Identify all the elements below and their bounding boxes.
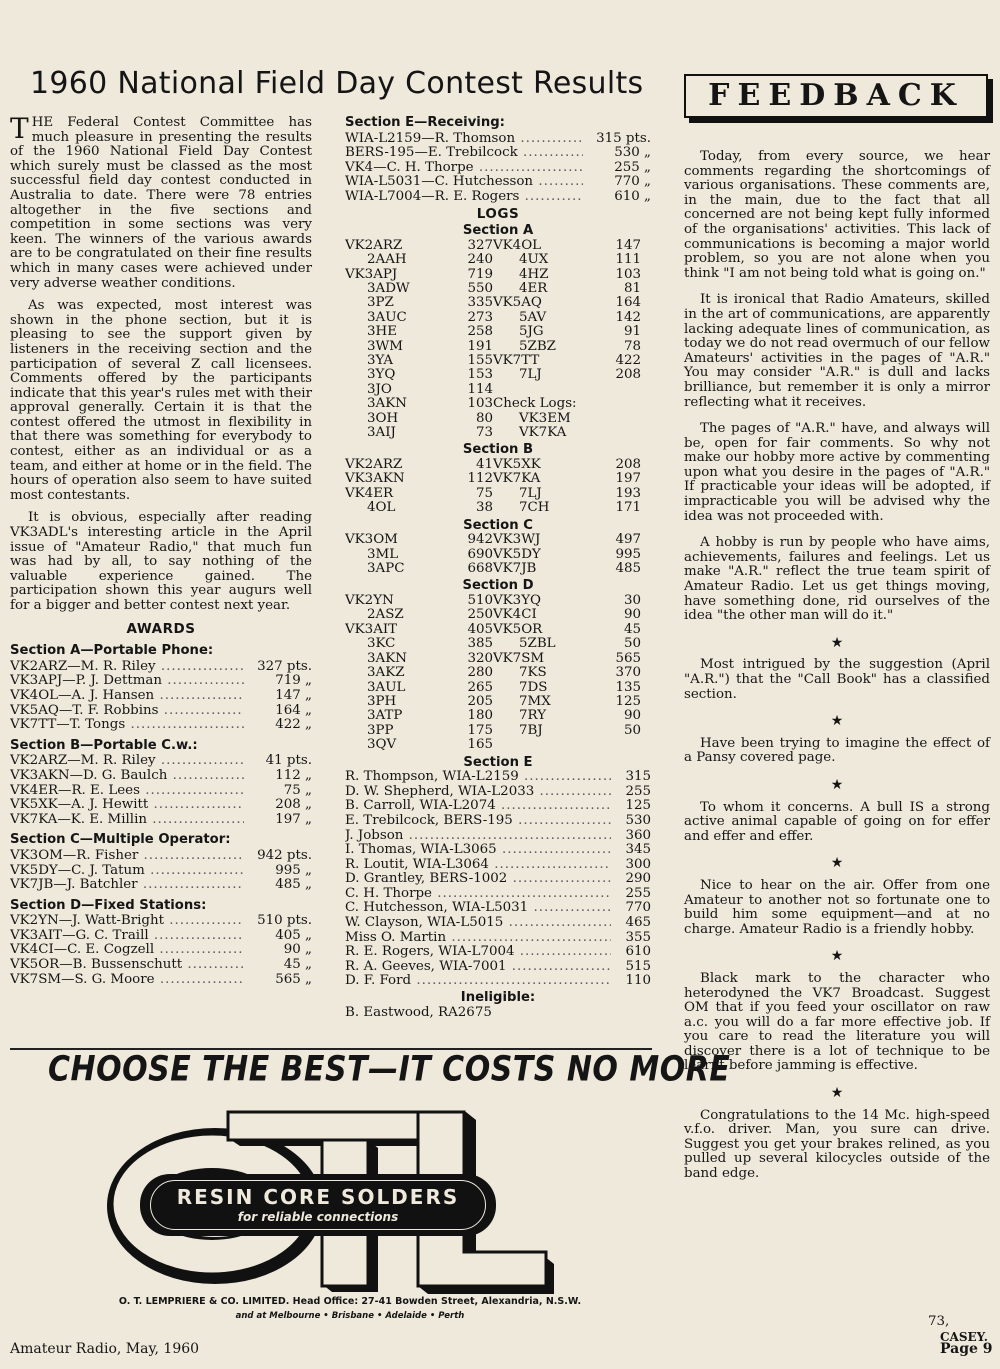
log-score: 197 — [615, 472, 641, 487]
log-callsign: VK4CI — [493, 608, 537, 623]
ad-branches-line: and at Melbourne • Brisbane • Adelaide • Perth — [235, 1311, 465, 1321]
result-row — [345, 858, 651, 873]
ad-headline: CHOOSE THE BEST—IT COSTS NO MORE — [48, 1049, 731, 1090]
star-separator-icon: ★ — [830, 1085, 844, 1102]
result-row — [10, 784, 312, 799]
log-callsign: 4ER — [519, 281, 548, 296]
awards-heading: AWARDS — [126, 620, 196, 637]
result-score: 255 — [625, 783, 651, 799]
log-score: 78 — [623, 339, 641, 354]
log-score: 191 — [467, 339, 493, 354]
result-row — [345, 146, 651, 161]
intro-paragraph-1: THE Federal Contest Committee has much pleasure in presenting the results of the 1960 National Field Day Contest which surely must be classed as the most successful field day contest conducted in Australia to date. There were 78 entries altogether in the five sections and competition in some sections was very keen. The winners of the various awards are to be congratulated on their fine results which in many cases were achieved under very adverse weather conditions. — [10, 112, 312, 291]
result-row — [10, 973, 312, 988]
result-name: VK5OR—B. Bussenschutt ..... — [10, 958, 244, 973]
log-callsign: VK4OL — [493, 238, 542, 253]
star-separator-icon: ★ — [830, 855, 844, 872]
feedback-paragraph: It is ironical that Radio Amateurs, skilled in the art of communications, are apparently lacking adequate lines of communication, as today we do not read overmuch of our fellow Amateurs' activities in the pages of "A.R." You may consider "A.R." is dull and lacks brilliance, but remember it is only a mirror reflecting what it receives. — [684, 292, 990, 410]
result-score: 290 — [625, 871, 651, 887]
log-score: 103 — [615, 267, 641, 282]
log-callsign: 3AIJ — [367, 426, 396, 441]
log-score: 240 — [467, 253, 493, 268]
log-score: 208 — [615, 368, 641, 383]
result-name: E. Trebilcock, BERS-195 ..... — [345, 814, 611, 829]
result-row — [10, 674, 312, 689]
feedback-note: To whom it concerns. A bull IS a strong active animal capable of going on for effer and effer and effer. — [684, 799, 990, 844]
logs-section-a-table — [345, 239, 651, 441]
log-callsign: VK2ARZ — [345, 238, 403, 253]
result-name: VK3APJ—P. J. Dettman ..... — [10, 674, 244, 689]
log-score: 335 — [467, 296, 493, 311]
log-callsign: VK3YQ — [493, 594, 542, 609]
footer-page-number: Page 9 — [940, 1341, 993, 1357]
result-score: 327 pts. — [257, 658, 312, 674]
result-row — [345, 901, 651, 916]
log-score: 208 — [615, 458, 641, 473]
log-score: 370 — [615, 666, 641, 681]
log-score: 193 — [615, 486, 641, 501]
log-score: 125 — [615, 694, 641, 709]
log-score: 690 — [467, 547, 493, 562]
feedback-heading: FEEDBACK — [684, 74, 988, 118]
log-callsign: VK7TT — [493, 354, 540, 368]
log-score: 111 — [615, 253, 641, 268]
star-separator-icon: ★ — [830, 713, 844, 730]
log-score: 153 — [467, 368, 493, 383]
result-row — [10, 718, 312, 733]
result-row — [345, 931, 651, 946]
log-callsign — [493, 738, 611, 752]
result-name: I. Thomas, WIA-L3065 ..... — [345, 843, 611, 858]
log-score: 114 — [467, 382, 493, 397]
result-score: 995 „ — [275, 862, 312, 878]
logs-section-a-title: Section A — [462, 223, 534, 239]
log-callsign: VK7SM — [493, 651, 545, 666]
log-score: 165 — [467, 738, 493, 753]
award-section-title: Section D—Fixed Stations: — [10, 897, 207, 913]
result-score: 405 „ — [275, 927, 312, 943]
result-row — [345, 974, 651, 989]
sign-73: 73, — [928, 1314, 950, 1329]
result-row — [345, 799, 651, 814]
log-score: 497 — [615, 533, 641, 548]
log-callsign: 5ZBL — [519, 637, 556, 652]
log-callsign: 5ZBZ — [519, 339, 556, 354]
log-score: 45 — [623, 622, 641, 637]
result-score: 610 „ — [614, 188, 651, 204]
result-row — [10, 660, 312, 675]
log-callsign: 3AUL — [367, 680, 406, 695]
log-score — [611, 383, 641, 397]
feedback-note: Black mark to the character who heterodyned the VK7 Broadcast. Suggest OM that if you feed your oscillator on raw a.c. you will do a far more effective job. If you care to read the literature you will discover there is a lot of technique to be learnt before jamming is effective. — [684, 970, 990, 1074]
result-row — [345, 132, 651, 147]
result-score: 485 „ — [275, 877, 312, 893]
log-score: 155 — [467, 354, 493, 368]
log-callsign: VK3AIT — [345, 622, 398, 637]
result-name: VK3OM—R. Fisher ..... — [10, 849, 244, 864]
result-name: VK3AKN—D. G. Baulch ..... — [10, 769, 244, 784]
result-name: VK7KA—K. E. Millin ..... — [10, 813, 244, 828]
result-name: Miss O. Martin ..... — [345, 931, 611, 946]
left-column — [10, 112, 312, 987]
result-name: D. Grantley, BERS-1002 ..... — [345, 872, 611, 887]
log-callsign: 4UX — [519, 253, 549, 268]
result-row — [10, 914, 312, 929]
feedback-column — [684, 150, 990, 1194]
ad-tagline: for reliable connections — [237, 1210, 399, 1224]
result-score: 147 „ — [275, 687, 312, 703]
log-callsign: 2AAH — [367, 253, 407, 268]
log-callsign: 7MX — [519, 694, 551, 709]
result-name: C. Hutchesson, WIA-L5031 ..... — [345, 901, 611, 916]
result-score: 422 „ — [275, 717, 312, 733]
log-score — [611, 426, 641, 440]
star-separator-icon: ★ — [830, 776, 844, 793]
log-callsign — [493, 383, 611, 397]
log-score: 942 — [467, 533, 493, 548]
award-section-title: Section C—Multiple Operator: — [10, 832, 231, 848]
result-name: J. Jobson ..... — [345, 829, 611, 844]
log-score: 90 — [623, 608, 641, 623]
log-callsign: VK5XK — [493, 458, 541, 473]
log-callsign: Check Logs: — [493, 397, 577, 412]
log-score: 385 — [467, 637, 493, 652]
log-score: 280 — [467, 666, 493, 681]
log-callsign: VK7KA — [493, 472, 541, 487]
result-name: VK2ARZ—M. R. Riley ..... — [10, 660, 244, 675]
result-row — [10, 849, 312, 864]
log-score: 719 — [467, 267, 493, 282]
result-score: 164 „ — [275, 702, 312, 718]
article-title: 1960 National Field Day Contest Results — [30, 66, 644, 101]
awards-list — [10, 644, 312, 987]
log-callsign: VK5DY — [493, 547, 541, 562]
logs-section-c-title: Section C — [463, 517, 533, 533]
result-score: 110 — [625, 973, 651, 989]
result-name: R. E. Rogers, WIA-L7004 ..... — [345, 945, 611, 960]
feedback-note: Nice to hear on the air. Offer from one Amateur to another not so fortunate one to build him some equipment—and at no charge. Amateur Radio is a friendly hobby. — [684, 877, 990, 937]
log-score: 250 — [467, 608, 493, 623]
result-row — [345, 887, 651, 902]
log-callsign: 4HZ — [519, 267, 549, 282]
result-name: C. H. Thorpe ..... — [345, 887, 611, 902]
result-row — [10, 689, 312, 704]
log-callsign: 3ATP — [367, 709, 403, 724]
log-score — [611, 397, 641, 411]
logs-heading: LOGS — [476, 205, 520, 222]
log-score: 171 — [615, 501, 641, 516]
star-separator-icon: ★ — [830, 634, 844, 651]
log-score: 80 — [475, 411, 493, 426]
result-score: 770 — [625, 900, 651, 916]
logs-section-b-table — [345, 458, 651, 516]
log-score: 265 — [467, 680, 493, 695]
result-name: VK4CI—C. E. Cogzell ..... — [10, 943, 244, 958]
logs-section-d-table — [345, 594, 651, 752]
result-row — [10, 813, 312, 828]
result-row — [345, 916, 651, 931]
result-name: D. F. Ford ..... — [345, 974, 611, 989]
log-score: 30 — [623, 594, 641, 609]
log-callsign: 3AKZ — [367, 666, 405, 681]
result-name: B. Carroll, WIA-L2074 ..... — [345, 799, 611, 814]
feedback-note: Most intrigued by the suggestion (April "A.R.") that the "Call Book" has a classified section. — [684, 657, 990, 702]
logs-section-e-list — [345, 770, 651, 989]
log-callsign: 7LJ — [519, 486, 542, 501]
log-score: 485 — [615, 562, 641, 577]
result-name: VK4OL—A. J. Hansen ..... — [10, 689, 244, 704]
log-score: 550 — [467, 281, 493, 296]
result-score: 510 pts. — [257, 913, 312, 929]
result-row — [345, 960, 651, 975]
log-callsign: 3ADW — [367, 281, 410, 296]
result-name: WIA-L5031—C. Hutchesson ..... — [345, 175, 583, 190]
log-callsign: VK7JB — [493, 562, 537, 577]
log-score: 320 — [467, 651, 493, 666]
section-e-awards-list — [345, 132, 651, 205]
log-callsign: 3PZ — [367, 296, 394, 311]
log-score: 91 — [623, 325, 641, 340]
result-score: 255 „ — [614, 159, 651, 175]
log-callsign: 7RY — [519, 709, 547, 724]
result-score: 345 — [625, 842, 651, 858]
result-name: R. A. Geeves, WIA-7001 ..... — [345, 960, 611, 975]
log-callsign: 2ASZ — [367, 608, 404, 623]
log-callsign: VK3APJ — [345, 267, 398, 282]
log-callsign: 3ML — [367, 547, 399, 562]
log-callsign: 3YQ — [367, 368, 396, 383]
result-score: 197 „ — [275, 811, 312, 827]
log-callsign: 7BJ — [519, 723, 543, 738]
result-score: 770 „ — [614, 174, 651, 190]
log-score: 90 — [623, 709, 641, 724]
result-name: VK4—C. H. Thorpe ..... — [345, 161, 583, 176]
result-score: 255 — [625, 885, 651, 901]
log-callsign: VK3WJ — [493, 533, 541, 548]
logs-section-c-table — [345, 533, 651, 576]
log-score: 164 — [615, 296, 641, 311]
result-name: VK2YN—J. Watt-Bright ..... — [10, 914, 244, 929]
log-score — [611, 738, 641, 752]
log-callsign: 3APC — [367, 562, 405, 577]
log-score: 205 — [467, 694, 493, 709]
result-name: VK5XK—A. J. Hewitt ..... — [10, 798, 244, 813]
log-score — [611, 412, 641, 426]
log-callsign: 7DS — [519, 680, 548, 695]
log-score: 73 — [475, 426, 493, 441]
result-row — [345, 872, 651, 887]
log-score: 135 — [615, 680, 641, 695]
result-name: VK2ARZ—M. R. Riley ..... — [10, 754, 244, 769]
result-score: 315 — [625, 769, 651, 785]
result-score: 208 „ — [275, 797, 312, 813]
logs-section-d-title: Section D — [462, 578, 534, 594]
log-callsign: 3WM — [367, 339, 403, 354]
log-callsign: 3PH — [367, 694, 397, 709]
log-score: 50 — [623, 637, 641, 652]
result-score: 465 — [625, 915, 651, 931]
result-row — [345, 814, 651, 829]
log-callsign: VK5AQ — [493, 296, 542, 311]
award-section-title: Section A—Portable Phone: — [10, 643, 214, 659]
log-callsign: 7LJ — [519, 368, 542, 383]
result-score: 112 „ — [275, 767, 312, 783]
award-section-title: Section B—Portable C.w.: — [10, 737, 198, 753]
log-score: 668 — [467, 562, 493, 577]
log-score: 327 — [467, 238, 493, 253]
logs-section-b-title: Section B — [462, 442, 534, 458]
result-name: VK7JB—J. Batchler ..... — [10, 878, 244, 893]
log-callsign: 3KC — [367, 637, 396, 652]
log-score: 38 — [475, 501, 493, 516]
intro-paragraph-3: It is obvious, especially after reading VK3ADL's interesting article in the April issue of "Amateur Radio," that much fun was had by all, to say nothing of the valuable experience gained. The participation shown this year augurs well for a bigger and better contest next year. — [10, 510, 312, 613]
log-score: 422 — [615, 354, 641, 368]
log-callsign: 3AKN — [367, 397, 407, 412]
log-callsign: 3JO — [367, 382, 392, 397]
intro-paragraph-2: As was expected, most interest was shown in the phone section, but it is pleasing to see the support given by listeners in the receiving section and the participation of several Z call licensees. Comments offered by the participants indicate that this year's rules met with their approval generally. Certain it is that the contest offered the utmost in flexibility in that there was something for everybody to contest, either as an individual or as a team, and either at home or in the field. The hours of operation also seem to have suited most contestants. — [10, 298, 312, 503]
log-callsign: VK5OR — [493, 622, 543, 637]
result-score: 565 „ — [275, 971, 312, 987]
result-row — [10, 878, 312, 893]
result-row — [10, 769, 312, 784]
result-score: 530 „ — [614, 145, 651, 161]
result-score: 300 — [625, 856, 651, 872]
log-score: 50 — [623, 723, 641, 738]
log-callsign: VK2ARZ — [345, 458, 403, 473]
result-row — [345, 190, 651, 205]
log-callsign: 3OH — [367, 411, 399, 426]
log-callsign: 3QV — [367, 738, 397, 753]
result-name: VK4ER—R. E. Lees ..... — [10, 784, 244, 799]
result-row — [345, 161, 651, 176]
log-score: 273 — [467, 310, 493, 325]
result-row — [345, 785, 651, 800]
result-name: VK7TT—T. Tongs ..... — [10, 718, 244, 733]
feedback-note: Congratulations to the 14 Mc. high-speed v.f.o. driver. Man, you sure can drive. Suggest you get your brakes relined, as you pulled up several kilocycles outside of the band edge. — [684, 1107, 990, 1182]
result-name: W. Clayson, WIA-L5015 ..... — [345, 916, 611, 931]
result-row — [10, 704, 312, 719]
feedback-paragraph: A hobby is run by people who have aims, achievements, failures and feelings. Let us make "A.R." reflect the true team spirit of Amateur Radio. Let us get things moving, have something done, rid ourselves of the idea "the other man will do it." — [684, 535, 990, 624]
log-score: 75 — [475, 486, 493, 501]
result-score: 610 — [625, 944, 651, 960]
log-callsign: VK4ER — [345, 486, 394, 501]
result-score: 45 „ — [283, 957, 312, 973]
result-row — [345, 829, 651, 844]
log-callsign: 3HE — [367, 325, 397, 340]
result-name: D. W. Shepherd, WIA-L2033 ..... — [345, 785, 611, 800]
feedback-paragraph: The pages of "A.R." have, and always will be, open for fair comments. So why not make our hobby more active by commenting upon what you desire in the pages of "A.R." If practicable your ideas will be adopted, if impracticable you will be advised why the idea was not proceeded with. — [684, 421, 990, 524]
log-score: 180 — [467, 709, 493, 724]
result-score: 41 pts. — [265, 753, 312, 769]
result-name: VK5DY—C. J. Tatum ..... — [10, 864, 244, 879]
log-callsign: VK3EM — [519, 411, 571, 426]
log-score: 405 — [467, 622, 493, 637]
feedback-paragraph: Today, from every source, we hear comments regarding the shortcomings of various organisations. These comments are, in the main, due to the fact that all concerned are not being kept fully informed of the organisations' activities. This lack of communications is becoming a major world problem, so you are not alone when you think "I am not being told what is going on." — [684, 149, 990, 281]
log-score: 565 — [615, 651, 641, 666]
log-score: 103 — [467, 397, 493, 412]
result-name: R. Thompson, WIA-L2159 ..... — [345, 770, 611, 785]
result-row — [10, 754, 312, 769]
result-name: VK5AQ—T. F. Robbins ..... — [10, 704, 244, 719]
result-row — [10, 929, 312, 944]
log-score: 81 — [623, 281, 641, 296]
result-name: VK7SM—S. G. Moore ..... — [10, 973, 244, 988]
result-score: 75 „ — [283, 782, 312, 798]
result-row — [345, 945, 651, 960]
signature: CASEY. — [940, 1330, 988, 1344]
ad-company-line: O. T. LEMPRIERE & CO. LIMITED. Head Office: 27-41 Bowden Street, Alexandria, N.S.W. — [118, 1296, 582, 1307]
star-separator-icon: ★ — [830, 948, 844, 965]
log-score: 147 — [615, 238, 641, 253]
log-callsign: 5JG — [519, 325, 544, 340]
result-score: 315 pts. — [596, 130, 651, 146]
log-callsign: 3AUC — [367, 310, 407, 325]
ineligible-label: Ineligible: — [460, 990, 536, 1006]
log-callsign: 4OL — [367, 501, 396, 516]
result-name: WIA-L2159—R. Thomson ..... — [345, 132, 583, 147]
result-score: 360 — [625, 827, 651, 843]
log-callsign: 7KS — [519, 666, 547, 681]
middle-column — [345, 116, 651, 1020]
result-score: 515 — [625, 958, 651, 974]
result-name: WIA-L7004—R. E. Rogers ..... — [345, 190, 583, 205]
log-callsign: 3YA — [367, 354, 393, 368]
result-name: VK3AIT—G. C. Traill ..... — [10, 929, 244, 944]
footer-publication: Amateur Radio, May, 1960 — [10, 1341, 200, 1357]
ineligible-entry: B. Eastwood, RA2675 — [345, 1004, 492, 1020]
log-callsign: 3AKN — [367, 651, 407, 666]
result-row — [10, 958, 312, 973]
log-score: 258 — [467, 325, 493, 340]
result-row — [345, 770, 651, 785]
result-score: 719 „ — [275, 673, 312, 689]
feedback-note: Have been trying to imagine the effect of a Pansy covered page. — [684, 735, 990, 766]
log-callsign: 3PP — [367, 723, 394, 738]
log-callsign: VK2YN — [345, 594, 394, 609]
result-score: 355 — [625, 929, 651, 945]
result-row — [10, 864, 312, 879]
logs-section-e-title: Section E — [463, 754, 533, 770]
section-e-receiving-title: Section E—Receiving: — [345, 115, 505, 130]
log-score: 995 — [615, 547, 641, 562]
result-row — [10, 798, 312, 813]
log-callsign: 7CH — [519, 501, 550, 516]
result-name: BERS-195—E. Trebilcock ..... — [345, 146, 583, 161]
result-row — [10, 943, 312, 958]
log-callsign: VK7KA — [519, 426, 567, 441]
log-score: 112 — [467, 472, 493, 487]
ad-banner-text: RESIN CORE SOLDERS — [176, 1185, 460, 1209]
log-callsign: 5AV — [519, 310, 547, 325]
log-score: 142 — [615, 310, 641, 325]
ad-banner-inner — [150, 1180, 486, 1230]
result-name: R. Loutit, WIA-L3064 ..... — [345, 858, 611, 873]
log-score: 510 — [467, 594, 493, 609]
result-score: 530 — [625, 812, 651, 828]
result-score: 125 — [625, 798, 651, 814]
log-callsign: VK3OM — [345, 533, 398, 548]
log-score: 41 — [475, 458, 493, 473]
result-row — [345, 843, 651, 858]
result-score: 90 „ — [283, 942, 312, 958]
log-score: 175 — [467, 723, 493, 738]
result-score: 942 pts. — [257, 847, 312, 863]
log-callsign: VK3AKN — [345, 472, 405, 487]
drop-cap: T — [10, 112, 29, 145]
result-row — [345, 175, 651, 190]
